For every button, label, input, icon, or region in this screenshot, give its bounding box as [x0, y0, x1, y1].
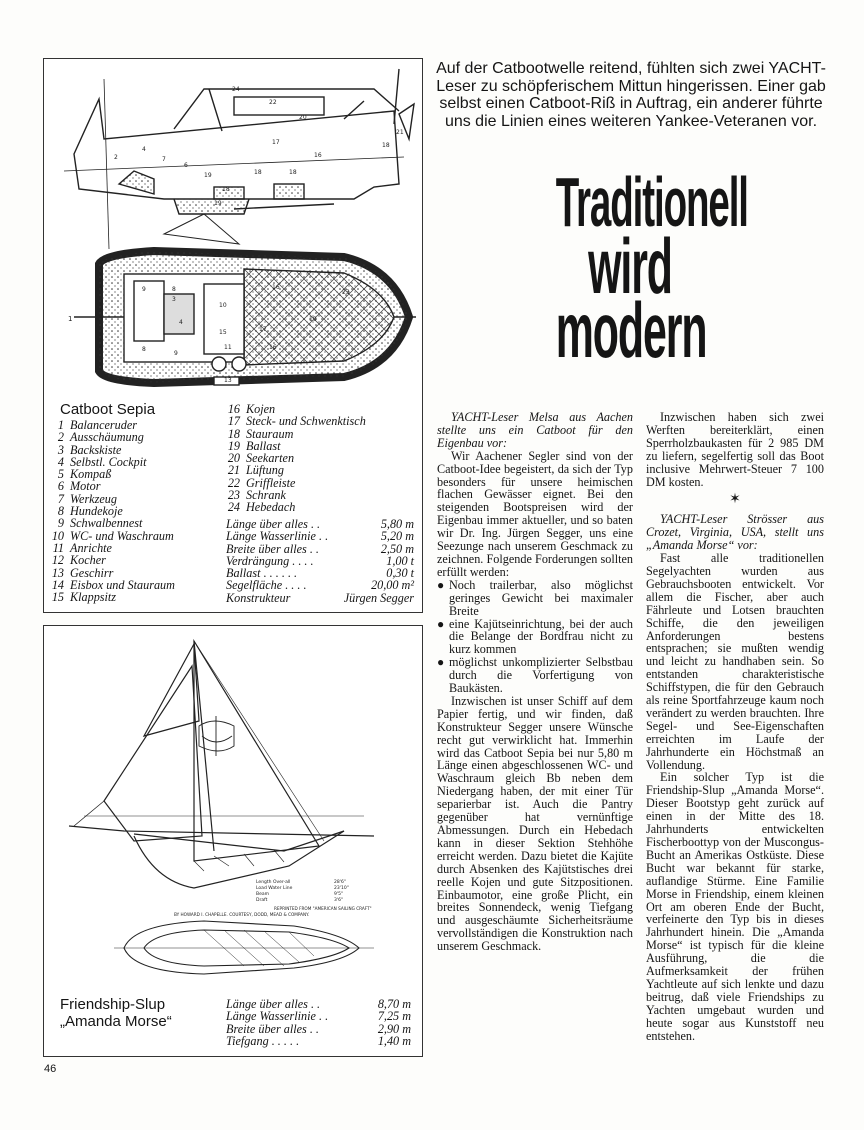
svg-text:6: 6 — [184, 162, 188, 169]
legend-number: 19 — [227, 438, 240, 453]
legend-number: 24 — [227, 500, 240, 515]
svg-text:13: 13 — [224, 377, 232, 384]
svg-text:17: 17 — [259, 326, 267, 333]
svg-text:24: 24 — [232, 86, 240, 93]
legend-text: Schwalbennest — [70, 516, 143, 531]
legend-item — [226, 464, 416, 476]
spec-value: 7,25 m — [377, 1009, 411, 1024]
bullet-text: Noch trailerbar, also möglichst geringes Gewicht bei maximaler Breite — [449, 577, 633, 618]
catboot-specs — [226, 518, 414, 604]
legend-text: Kocher — [70, 553, 106, 568]
col1-bullet-3: ● möglichst unkomplizierter Selbstbau durch die Vorfertigung von Baukästen. — [437, 655, 633, 696]
svg-text:17: 17 — [272, 139, 280, 146]
spec-row — [226, 530, 414, 542]
svg-text:4: 4 — [179, 319, 183, 326]
deck-plan — [114, 921, 374, 974]
legend-text: Motor — [70, 479, 101, 494]
svg-text:19: 19 — [204, 172, 212, 179]
legend-number: 16 — [227, 402, 240, 416]
headline-line-2: wird — [588, 222, 672, 310]
legend-number: 13 — [51, 565, 64, 580]
legend-number: 15 — [51, 590, 64, 605]
intro-text: Auf der Catbootwelle reitend, fühlten sich zwei YACHT-Leser zu schöpferischem Mittun hingerissen. Einer gab selbst einen Catboot-Riß in Auftrag, ein anderer führte uns die Linien eines weiteren Yankee-Veteranen vor. — [436, 60, 826, 130]
svg-text:18: 18 — [289, 169, 297, 176]
legend-number: 12 — [51, 553, 64, 568]
svg-text:15: 15 — [219, 329, 227, 336]
spec-label: Länge Wasserlinie . . — [226, 529, 329, 544]
legend-number: 23 — [227, 488, 240, 503]
legend-text: Kojen — [246, 402, 276, 416]
legend-number: 11 — [52, 540, 64, 555]
article-column-1 — [437, 411, 633, 953]
legend-number: 10 — [51, 528, 64, 543]
legend-text: Steck- und Schwenktisch — [246, 414, 366, 429]
headline-line-1: Traditionell — [555, 163, 748, 241]
col2-paragraph-1: Inzwischen haben sich zwei Werften bereiterklärt, einen Sperrholzbaukasten für 2 985 DM zu liefern, segelfertig soll das Boot inclusive Mehrwert-Steuer 7 100 DM kosten. — [646, 410, 824, 489]
legend-number: 5 — [57, 467, 64, 482]
legend-text: Kompaß — [70, 467, 112, 482]
svg-text:9: 9 — [142, 286, 146, 293]
spec-row — [226, 592, 414, 604]
bullet-text: eine Kajütseinrichtung, bei der auch die Belange der Bordfrau nicht zu kurz kommen — [449, 616, 633, 657]
svg-text:7: 7 — [162, 156, 166, 163]
dim-beam-value: 9'5" — [334, 892, 344, 897]
legend-number: 8 — [57, 504, 64, 519]
legend-text: Seekarten — [246, 451, 295, 466]
legend-number: 4 — [57, 454, 64, 469]
spec-value: 20,00 m² — [371, 578, 414, 593]
svg-text:18: 18 — [382, 142, 390, 149]
spec-label: Länge Wasserlinie . . — [226, 1009, 329, 1024]
svg-text:1: 1 — [68, 315, 73, 323]
legend-item — [50, 591, 222, 603]
legend-text: Backskiste — [70, 442, 122, 457]
spec-value: 2,90 m — [377, 1021, 411, 1036]
legend-number: 22 — [227, 475, 240, 490]
svg-text:10: 10 — [219, 302, 227, 309]
col2-paragraph-2: Fast alle traditionellen Segelyachten wurden aus Gebrauchsbooten entwickelt. Vor allem die Fischer, aber auch Fährleute und Lotsen brauchten Schiffe, die den jeweiligen Anforderungen bestens entsprachen; sie mußten wendig und leicht zu handhaben sein. So entstanden charakteristische Schiffstypen, die für den Gebrauch als reine Sportfahrzeuge kaum noch verändert zu werden brauchten. Ihre Segel- und See-Eigenschaften erreichten im Laufe der Jahrhunderte ein Höchstmaß an Vollendung. — [646, 551, 824, 772]
legend-number: 2 — [57, 430, 64, 445]
svg-text:18: 18 — [222, 186, 230, 193]
spec-value: 5,20 m — [380, 529, 414, 544]
friendship-slup-panel — [43, 625, 423, 1057]
dim-loa-value: 28'6" — [334, 880, 346, 885]
legend-number: 21 — [227, 463, 240, 478]
legend-item — [50, 554, 222, 566]
svg-text:16: 16 — [269, 344, 277, 351]
catboot-sepia-panel — [43, 58, 423, 613]
col2-paragraph-3: Ein solcher Typ ist die Friendship-Slup „Amanda Morse“. Dieser Bootstyp geht zurück auf einen in der Mitte des 18. Jahrhunderts entwickelten Fischerboottyp von der Muscongus-Bucht an Amerikas Ostküste. Diese Bucht war bekannt für starke, auflandige Stürme. Eine Familie Morse in Friendship, einem kleinen Ort am oberen Ende der Bucht, verfeinerte den Typ bis in dieses Jahrhundert hinein. Die „Amanda Morse“ ist typisch für die kleine Ausführung, die die Aufmerksamkeit der frühen Yachtleute auf sich lenkte und dazu beitrug, daß viele Friendships zu Yachten umgebaut wurden und heute sogar aus Kunststoff neu entstehen. — [646, 770, 824, 1043]
legend-text: Schrank — [246, 488, 286, 503]
spec-label: Ballast . . . . . . — [226, 566, 298, 581]
spec-value: 1,00 t — [386, 553, 414, 568]
svg-text:11: 11 — [224, 344, 232, 351]
legend-text: Werkzeug — [70, 491, 117, 506]
legend-text: Ballast — [246, 438, 281, 453]
svg-text:8: 8 — [172, 286, 176, 293]
dim-beam-label: Beam — [256, 892, 269, 897]
spec-row — [226, 1035, 411, 1047]
col2-lead: YACHT-Leser Strösser aus Crozet, Virginia, USA, stellt uns „Amanda Morse“ vor: — [646, 512, 824, 553]
spec-value: Jürgen Segger — [343, 590, 414, 605]
headline-line-3: modern — [555, 286, 707, 374]
legend-text: Klappsitz — [70, 590, 117, 605]
dim-draft-value: 3'6" — [334, 898, 344, 903]
dim-loa-label: Length Over-all — [256, 880, 291, 885]
catboot-legend-right — [226, 403, 416, 514]
bullet-text: möglichst unkomplizierter Selbstbau durch die Vorfertigung von Baukästen. — [449, 655, 633, 696]
plan-view — [74, 251, 416, 385]
svg-text:2: 2 — [114, 154, 118, 161]
legend-text: Eisbox und Stauraum — [70, 577, 175, 592]
legend-text: Lüftung — [246, 463, 284, 478]
section-star-icon: ✶ — [729, 492, 741, 508]
spec-label: Breite über alles . . — [226, 1021, 319, 1036]
svg-text:4: 4 — [142, 146, 146, 153]
spec-label: Segelfläche . . . . — [226, 578, 307, 593]
catboot-drawing — [44, 59, 421, 389]
legend-item — [50, 567, 222, 579]
friendship-title-line1: Friendship-Slup — [60, 996, 166, 1013]
legend-text: Hundekoje — [70, 504, 123, 519]
page-number: 46 — [44, 1063, 57, 1075]
spec-value: 8,70 m — [377, 997, 411, 1011]
legend-number: 14 — [51, 577, 64, 592]
spec-label: Breite über alles . . — [226, 541, 319, 556]
friendship-drawing — [44, 626, 421, 986]
svg-text:23: 23 — [342, 289, 350, 296]
credit-line-2: BY HOWARD I. CHAPELLE. COURTESY, DODD, MEAD & COMPANY. — [174, 912, 310, 917]
legend-text: Geschirr — [70, 565, 114, 580]
dim-lwl-value: 23'10" — [334, 886, 349, 891]
legend-text: Balanceruder — [70, 418, 138, 432]
legend-text: Hebedach — [246, 500, 296, 515]
svg-text:9: 9 — [174, 350, 178, 357]
legend-item — [50, 431, 222, 443]
spec-label: Länge über alles . . — [226, 517, 321, 531]
col1-bullet-1: ● Noch trailerbar, also möglichst geringes Gewicht bei maximaler Breite — [437, 577, 633, 618]
legend-number: 3 — [57, 442, 64, 457]
legend-number: 20 — [227, 451, 240, 466]
catboot-title: Catboot Sepia — [60, 401, 156, 418]
spec-value: 0,30 t — [386, 566, 414, 581]
legend-item — [226, 415, 416, 427]
spec-label: Konstrukteur — [226, 590, 291, 605]
svg-text:3: 3 — [172, 296, 176, 303]
spec-value: 1,40 m — [377, 1033, 411, 1048]
article-column-2 — [646, 411, 824, 1043]
legend-text: Anrichte — [70, 540, 112, 555]
col1-paragraph-2: Inzwischen ist unser Schiff auf dem Papier fertig, und wir finden, daß Konstrukteur Segger unsere Wünsche recht gut verwirklicht hat. Immerhin wird das Catboot Sepia bei nur 5,80 m Länge einen abgeschlossenen WC- und Waschraum gleich Bb neben dem Niedergang haben, der mit einer Tür separierbar ist. Auch die Pantry gegenüber hat vernünftige Abmessungen. Durch ein Hebedach kann in dieser Sektion Stehhöhe erreicht werden. Dazu bietet die Kajüte durch Absenken des Kajütstisches drei reelle Kojen und gute Sitzpositionen. Einbaumotor, eine große Plicht, ein breites Sonnendeck, wenig Tiefgang und ausgeschäumte Sicherheitsräume vervollständigen die Konstruktion nach unserem Geschmack. — [437, 693, 633, 954]
legend-item — [50, 517, 222, 529]
legend-text: Stauraum — [246, 426, 294, 441]
svg-text:22: 22 — [269, 99, 277, 106]
legend-text: Ausschäumung — [70, 430, 144, 445]
col1-bullet-2: ● eine Kajütseinrichtung, bei der auch die Belange der Bordfrau nicht zu kurz kommen — [437, 616, 633, 657]
legend-number: 18 — [227, 426, 240, 441]
friendship-title — [60, 996, 172, 1030]
svg-text:19: 19 — [309, 316, 317, 323]
spec-label: Verdrängung . . . . — [226, 553, 314, 568]
svg-text:18: 18 — [254, 169, 262, 176]
svg-text:20: 20 — [299, 114, 307, 121]
legend-number: 1 — [57, 418, 64, 432]
catboot-legend-left — [50, 419, 222, 603]
spec-value: 2,50 m — [380, 541, 414, 556]
legend-text: Selbstl. Cockpit — [70, 454, 147, 469]
spec-row — [226, 579, 414, 591]
dim-lwl-label: Load Water Line — [256, 886, 293, 891]
col1-lead: YACHT-Leser Melsa aus Aachen stellte uns ein Catboot für den Eigenbau vor: — [437, 410, 633, 450]
headline — [495, 163, 765, 374]
legend-number: 9 — [57, 516, 64, 531]
credit-line-1: REPRINTED FROM "AMERICAN SAILING CRAFT" — [274, 906, 372, 911]
svg-text:8: 8 — [142, 346, 146, 353]
spec-row — [226, 1010, 411, 1022]
legend-number: 17 — [227, 414, 240, 429]
legend-number: 7 — [57, 491, 64, 506]
svg-text:16: 16 — [314, 152, 322, 159]
svg-text:19: 19 — [214, 200, 222, 207]
legend-text: Griffleiste — [246, 475, 296, 490]
spec-label: Tiefgang . . . . . — [226, 1033, 300, 1048]
legend-item — [226, 501, 416, 513]
legend-item — [50, 480, 222, 492]
svg-text:16: 16 — [272, 284, 280, 291]
legend-text: WC- und Waschraum — [70, 528, 174, 543]
sail-plan — [69, 641, 374, 888]
friendship-title-line2: „Amanda Morse“ — [60, 1013, 172, 1030]
friendship-specs — [226, 998, 411, 1047]
legend-number: 6 — [57, 479, 64, 494]
spec-value: 5,80 m — [380, 517, 414, 531]
spec-label: Länge über alles . . — [226, 997, 321, 1011]
svg-text:21: 21 — [396, 129, 404, 136]
dim-draft-label: Draft — [256, 898, 268, 903]
col1-paragraph-1: Wir Aachener Segler sind von der Catboot-Idee begeistert, da sich der Typ besonders für unsere heimischen flachen Gewässer eignet. Bei den steigenden Bootspreisen wird der Eigenbau immer aktueller, und so baten wir Dr. Ing. Jürgen Segger, uns eine Seezunge nach unserem Geschmack zu zeichnen. Folgende Forderungen sollten erfüllt werden: — [437, 448, 633, 579]
